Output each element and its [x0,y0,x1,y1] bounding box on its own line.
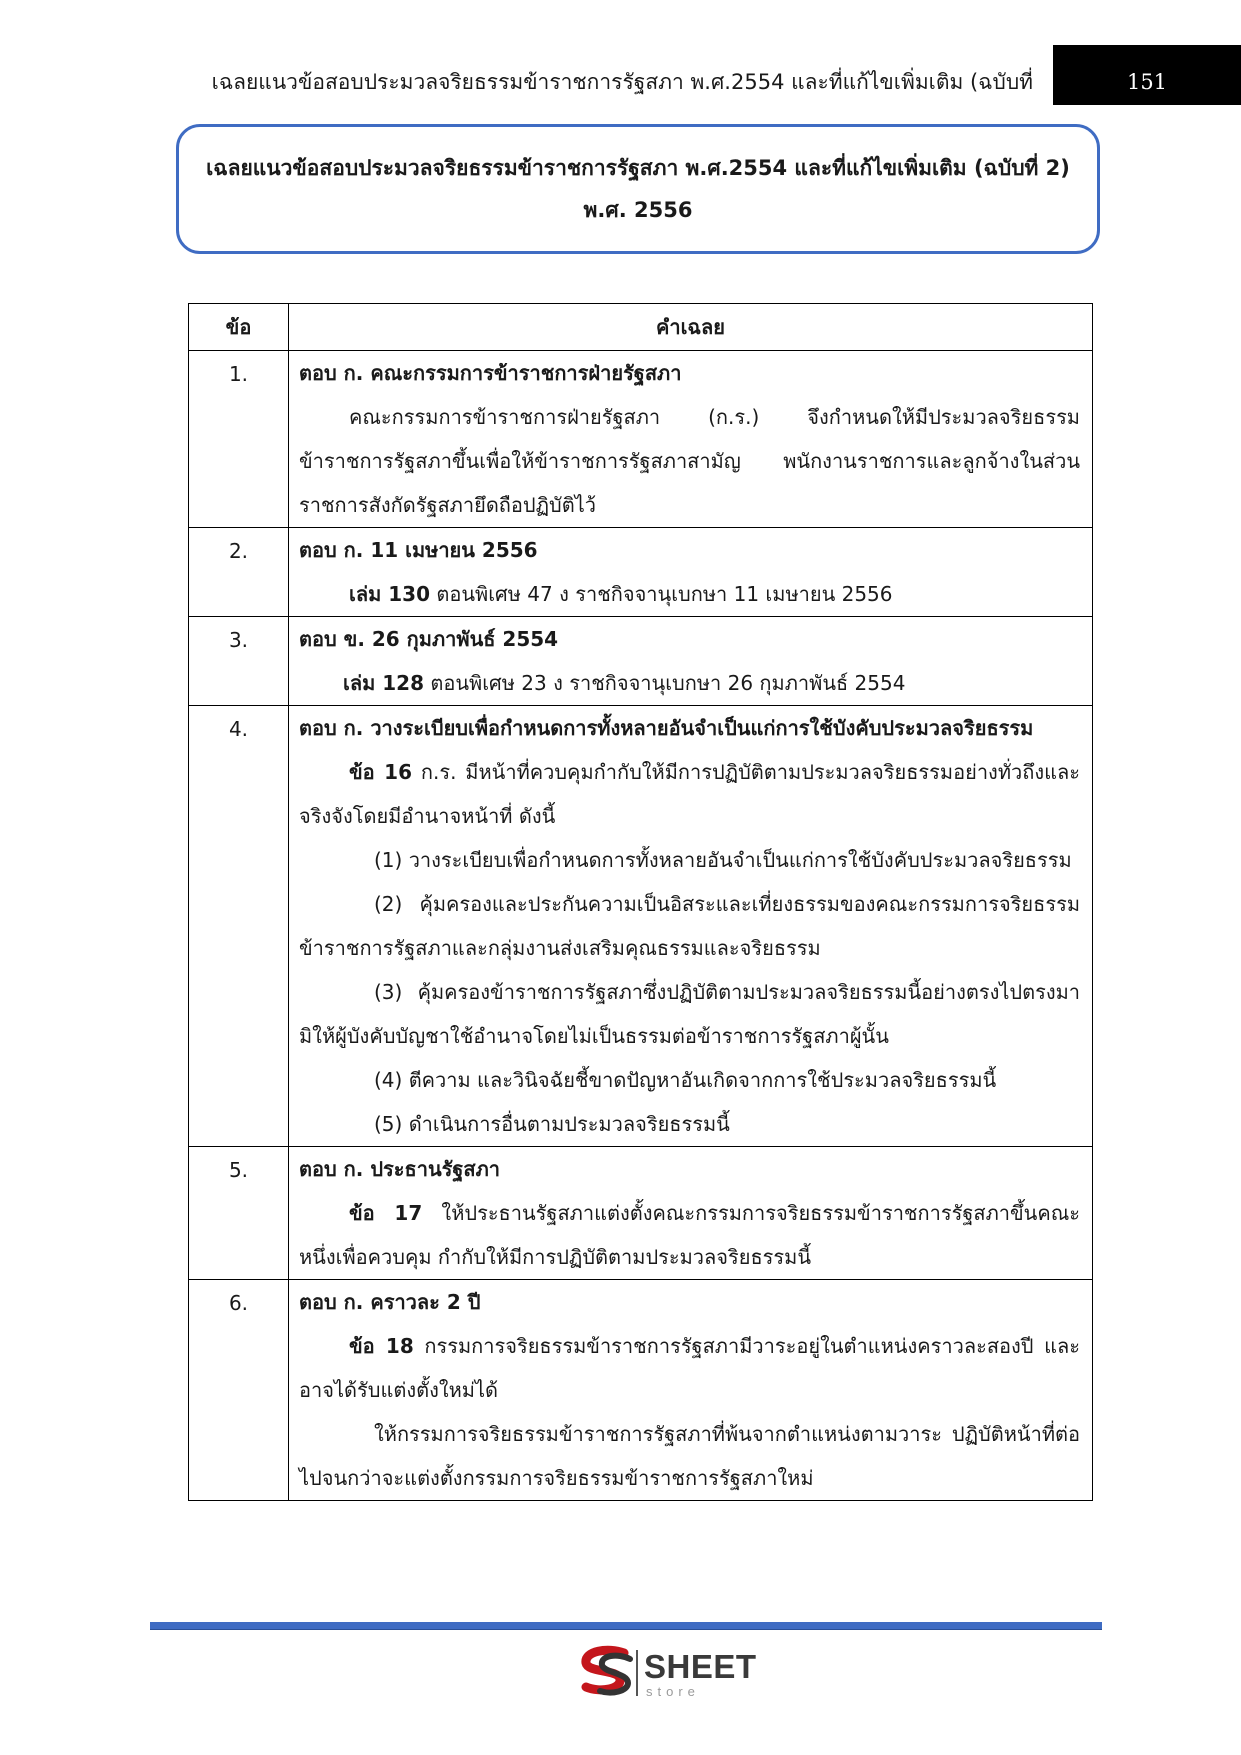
row-answer-cell [289,617,1093,706]
clause-item: (1) วางระเบียบเพื่อกำหนดการทั้งหลายอันจำเป็นแก่การใช้บังคับประมวลจริยธรรม [374,848,1072,872]
clause-extra-text: ให้กรรมการจริยธรรมข้าราชการรัฐสภาที่พ้นจากตำแหน่งตามวาระ ปฏิบัติหน้าที่ต่อไปจนกว่าจะแต่งตั้งกรรมการจริยธรรมข้าราชการรัฐสภาใหม่ [299,1422,1080,1490]
clause-text [299,1324,1080,1412]
row-answer-cell [289,351,1093,528]
table-row [189,706,1093,1147]
running-header [0,45,1053,105]
clause-item: (3) คุ้มครองข้าราชการรัฐสภาซึ่งปฏิบัติตามประมวลจริยธรรมนี้อย่างตรงไปตรงมามิให้ผู้บังคับบัญชาใช้อำนาจโดยไม่เป็นธรรมต่อข้าราชการรัฐสภาผู้นั้น [299,980,1080,1048]
gazette-detail: ตอนพิเศษ 47 ง ราชกิจจานุเบกษา 11 เมษายน 2556 [430,582,893,606]
table-row [189,1280,1093,1501]
gazette-volume: เล่ม 130 [349,582,430,606]
answer-choice: ตอบ ก. ประธานรัฐสภา [299,1157,501,1181]
row-answer-cell [289,528,1093,617]
clause-body: ก.ร. มีหน้าที่ควบคุมกำกับให้มีการปฏิบัติตามประมวลจริยธรรมอย่างทั่วถึงและจริงจังโดยมีอำนาจหน้าที่ ดังนี้ [299,760,1080,828]
answer-table [188,303,1093,1501]
logo-subtext: store [646,1684,700,1699]
clause-item: (4) ตีความ และวินิจฉัยชี้ขาดปัญหาอันเกิดจากการใช้ประมวลจริยธรรมนี้ [374,1068,997,1092]
answer-choice: ตอบ ก. 11 เมษายน 2556 [299,538,538,562]
column-header-no: ข้อ [189,304,289,351]
gazette-reference [299,661,1080,705]
clause-body: ให้ประธานรัฐสภาแต่งตั้งคณะกรรมการจริยธรรมข้าราชการรัฐสภาขึ้นคณะหนึ่งเพื่อควบคุม กำกับให้มีการปฏิบัติตามประมวลจริยธรรมนี้ [299,1201,1081,1269]
row-answer-cell [289,1280,1093,1501]
gazette-volume: เล่ม 128 [343,671,424,695]
clause-body: กรรมการจริยธรรมข้าราชการรัฐสภามีวาระอยู่ในตำแหน่งคราวละสองปี และอาจได้รับแต่งตั้งใหม่ได้ [299,1334,1081,1402]
logo-divider [636,1650,638,1696]
answer-choice: ตอบ ก. คณะกรรมการข้าราชการฝ่ายรัฐสภา [299,361,682,385]
table-row [189,1147,1093,1280]
clause-number: ข้อ 17 [349,1201,423,1225]
logo-wordmark: SHEET [644,1648,757,1685]
answer-choice: ตอบ ก. วางระเบียบเพื่อกำหนดการทั้งหลายอันจำเป็นแก่การใช้บังคับประมวลจริยธรรม [299,716,1034,740]
row-number: 6. [189,1280,289,1501]
row-number: 2. [189,528,289,617]
row-number: 3. [189,617,289,706]
clause-item: (5) ดำเนินการอื่นตามประมวลจริยธรรมนี้ [374,1112,730,1136]
row-answer-cell [289,706,1093,1147]
page-number: 151 [1053,45,1241,105]
title-box [176,124,1100,254]
clause-number: ข้อ 16 [349,760,412,784]
row-number: 5. [189,1147,289,1280]
title-line-1: เฉลยแนวข้อสอบประมวลจริยธรรมข้าราชการรัฐสภา พ.ศ.2554 และที่แก้ไขเพิ่มเติม (ฉบับที่ 2) [206,156,1070,180]
table-row [189,351,1093,528]
table-header-row [189,304,1093,351]
clause-text [299,1191,1080,1279]
answer-choice: ตอบ ข. 26 กุมภาพันธ์ 2554 [299,627,559,651]
table-row [189,617,1093,706]
table-row [189,528,1093,617]
row-number: 1. [189,351,289,528]
clause-item: (2) คุ้มครองและประกันความเป็นอิสระและเที่ยงธรรมของคณะกรรมการจริยธรรมข้าราชการรัฐสภาและกลุ่มงานส่งเสริมคุณธรรมและจริยธรรม [299,892,1080,960]
clause-text [299,750,1080,838]
gazette-reference [299,572,1080,616]
answer-choice: ตอบ ก. คราวละ 2 ปี [299,1290,481,1314]
footer-rule [150,1622,1102,1630]
clause-number: ข้อ 18 [349,1334,414,1358]
title-line-2: พ.ศ. 2556 [583,198,693,222]
column-header-answer: คำเฉลย [289,304,1093,351]
explanation-text: คณะกรรมการข้าราชการฝ่ายรัฐสภา (ก.ร.) จึงกำหนดให้มีประมวลจริยธรรมข้าราชการรัฐสภาขึ้นเพื่อให้ข้าราชการรัฐสภาสามัญ พนักงานราชการและลูกจ้างในส่วนราชการสังกัดรัฐสภายึดถือปฏิบัติไว้ [299,405,1080,517]
gazette-detail: ตอนพิเศษ 23 ง ราชกิจจานุเบกษา 26 กุมภาพันธ์ 2554 [424,671,906,695]
row-answer-cell [289,1147,1093,1280]
running-header-title: เฉลยแนวข้อสอบประมวลจริยธรรมข้าราชการรัฐสภา พ.ศ.2554 และที่แก้ไขเพิ่มเติม (ฉบับที่ [211,70,1033,94]
row-number: 4. [189,706,289,1147]
